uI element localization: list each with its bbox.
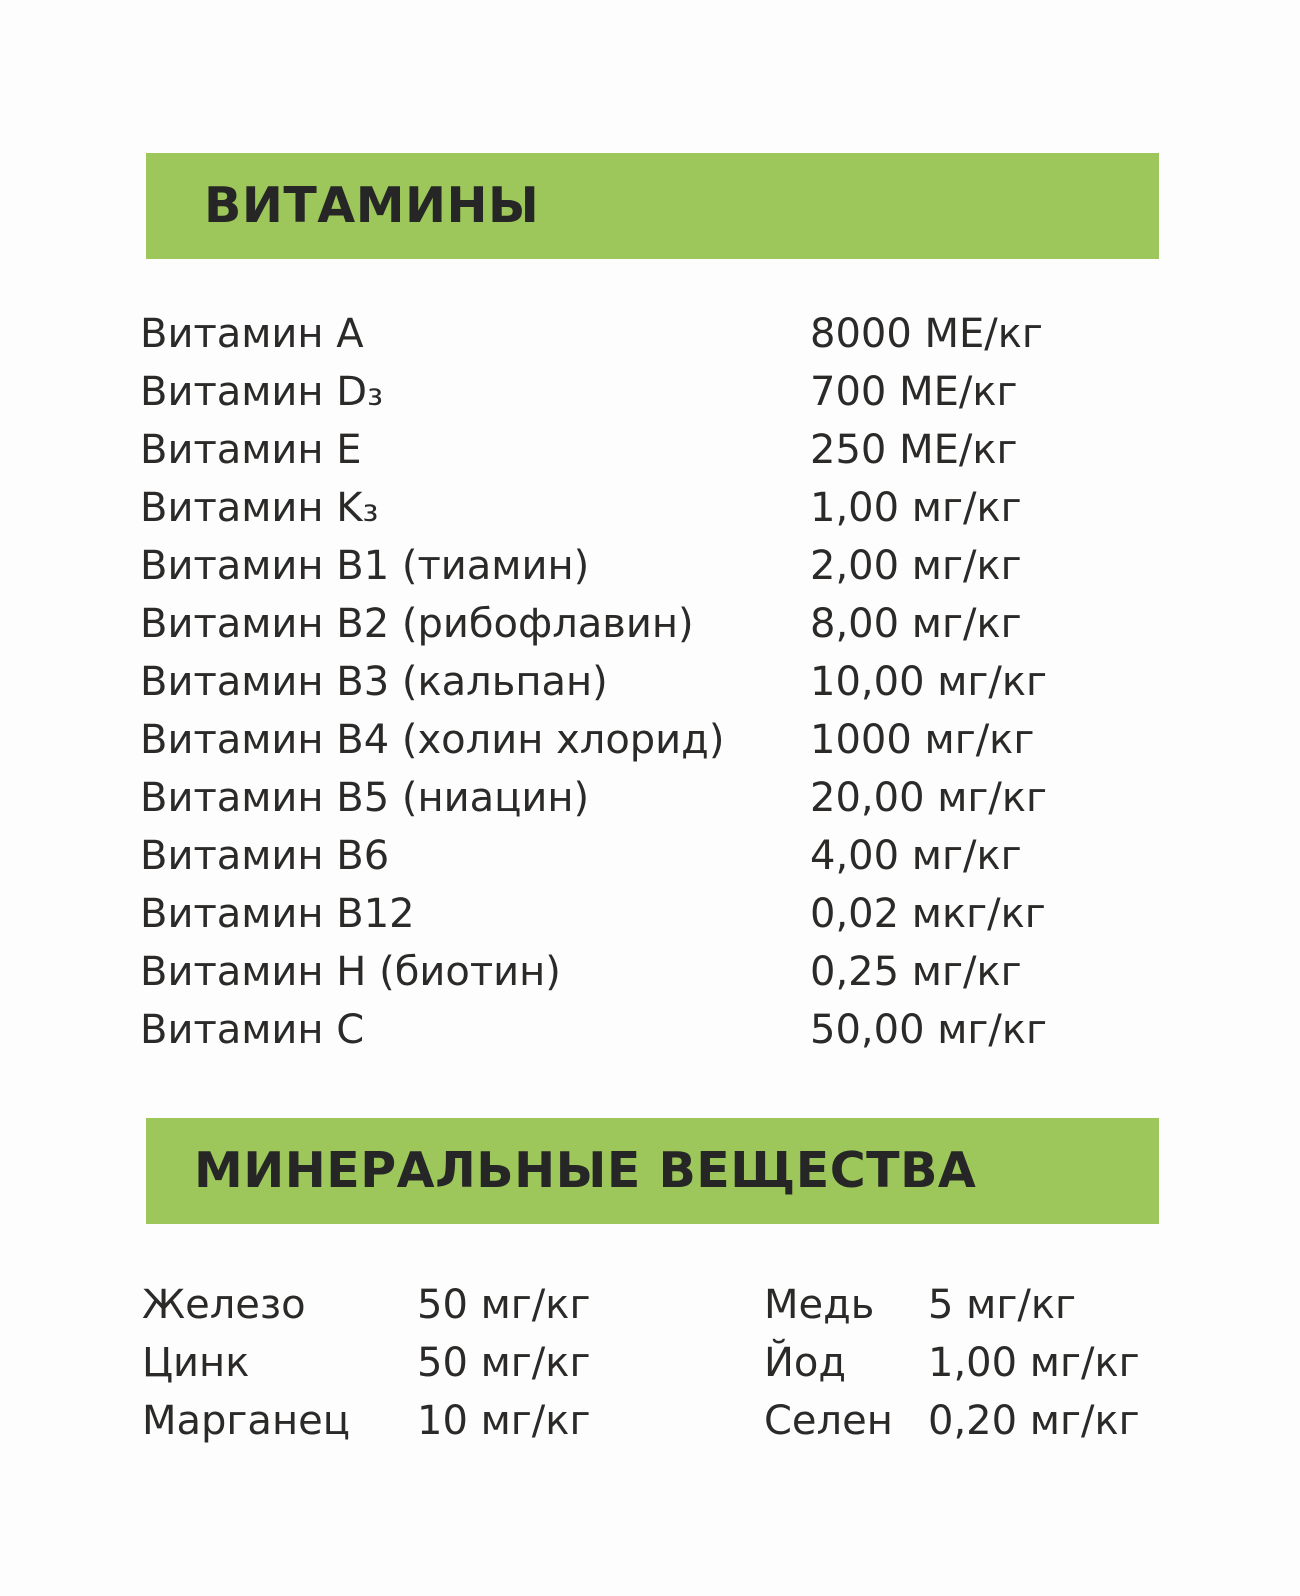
vitamin-name: Витамин B4 (холин хлорид) xyxy=(140,717,725,763)
mineral-value: 50 мг/кг xyxy=(417,1340,591,1386)
vitamin-value: 250 МЕ/кг xyxy=(810,427,1018,473)
vitamin-row xyxy=(140,885,1140,943)
mineral-value: 1,00 мг/кг xyxy=(928,1340,1140,1386)
mineral-row xyxy=(142,1276,662,1334)
minerals-title: МИНЕРАЛЬНЫЕ ВЕЩЕСТВА xyxy=(194,1142,977,1199)
vitamin-value: 8000 МЕ/кг xyxy=(810,311,1043,357)
vitamin-name: Витамин E xyxy=(140,427,362,473)
vitamins-header-band xyxy=(146,153,1159,259)
vitamin-value: 10,00 мг/кг xyxy=(810,659,1048,705)
vitamin-name: Витамин H (биотин) xyxy=(140,949,561,995)
vitamin-row xyxy=(140,769,1140,827)
vitamin-row xyxy=(140,711,1140,769)
vitamin-value: 0,25 мг/кг xyxy=(810,949,1022,995)
vitamin-value: 700 МЕ/кг xyxy=(810,369,1018,415)
mineral-value: 5 мг/кг xyxy=(928,1282,1077,1328)
minerals-list-left xyxy=(142,1276,662,1450)
mineral-name: Йод xyxy=(764,1340,847,1386)
mineral-name: Цинк xyxy=(142,1340,250,1386)
vitamin-row xyxy=(140,1001,1140,1059)
mineral-name: Селен xyxy=(764,1398,893,1444)
mineral-value: 10 мг/кг xyxy=(417,1398,591,1444)
vitamin-name: Витамин B2 (рибофлавин) xyxy=(140,601,694,647)
vitamin-row xyxy=(140,653,1140,711)
vitamin-value: 20,00 мг/кг xyxy=(810,775,1048,821)
vitamin-row xyxy=(140,363,1140,421)
vitamin-row xyxy=(140,595,1140,653)
minerals-header-band xyxy=(146,1118,1159,1224)
vitamin-name: Витамин B5 (ниацин) xyxy=(140,775,590,821)
vitamin-value: 1,00 мг/кг xyxy=(810,485,1022,531)
vitamin-name: Витамин B6 xyxy=(140,833,390,879)
vitamin-value: 8,00 мг/кг xyxy=(810,601,1022,647)
vitamin-name: Витамин B1 (тиамин) xyxy=(140,543,590,589)
mineral-row xyxy=(142,1334,662,1392)
vitamin-row xyxy=(140,421,1140,479)
vitamin-name: Витамин C xyxy=(140,1007,365,1053)
vitamin-row xyxy=(140,537,1140,595)
vitamin-value: 0,02 мкг/кг xyxy=(810,891,1046,937)
vitamin-value: 1000 мг/кг xyxy=(810,717,1035,763)
mineral-value: 0,20 мг/кг xyxy=(928,1398,1140,1444)
mineral-name: Железо xyxy=(142,1282,306,1328)
vitamin-value: 50,00 мг/кг xyxy=(810,1007,1048,1053)
vitamin-row xyxy=(140,305,1140,363)
vitamins-title: ВИТАМИНЫ xyxy=(204,177,540,234)
vitamin-name: Витамин B12 xyxy=(140,891,415,937)
vitamin-name: Витамин B3 (кальпан) xyxy=(140,659,608,705)
mineral-value: 50 мг/кг xyxy=(417,1282,591,1328)
vitamin-row xyxy=(140,827,1140,885)
vitamins-list xyxy=(140,305,1140,1059)
mineral-row xyxy=(764,1276,1204,1334)
vitamin-row xyxy=(140,943,1140,1001)
mineral-row xyxy=(764,1334,1204,1392)
minerals-list-right xyxy=(764,1276,1204,1450)
mineral-row xyxy=(142,1392,662,1450)
vitamin-name: Витамин A xyxy=(140,311,364,357)
mineral-name: Медь xyxy=(764,1282,875,1328)
vitamin-value: 2,00 мг/кг xyxy=(810,543,1022,589)
vitamin-row xyxy=(140,479,1140,537)
vitamin-name: Витамин D₃ xyxy=(140,369,384,415)
mineral-row xyxy=(764,1392,1204,1450)
mineral-name: Марганец xyxy=(142,1398,350,1444)
vitamin-value: 4,00 мг/кг xyxy=(810,833,1022,879)
vitamin-name: Витамин K₃ xyxy=(140,485,379,531)
